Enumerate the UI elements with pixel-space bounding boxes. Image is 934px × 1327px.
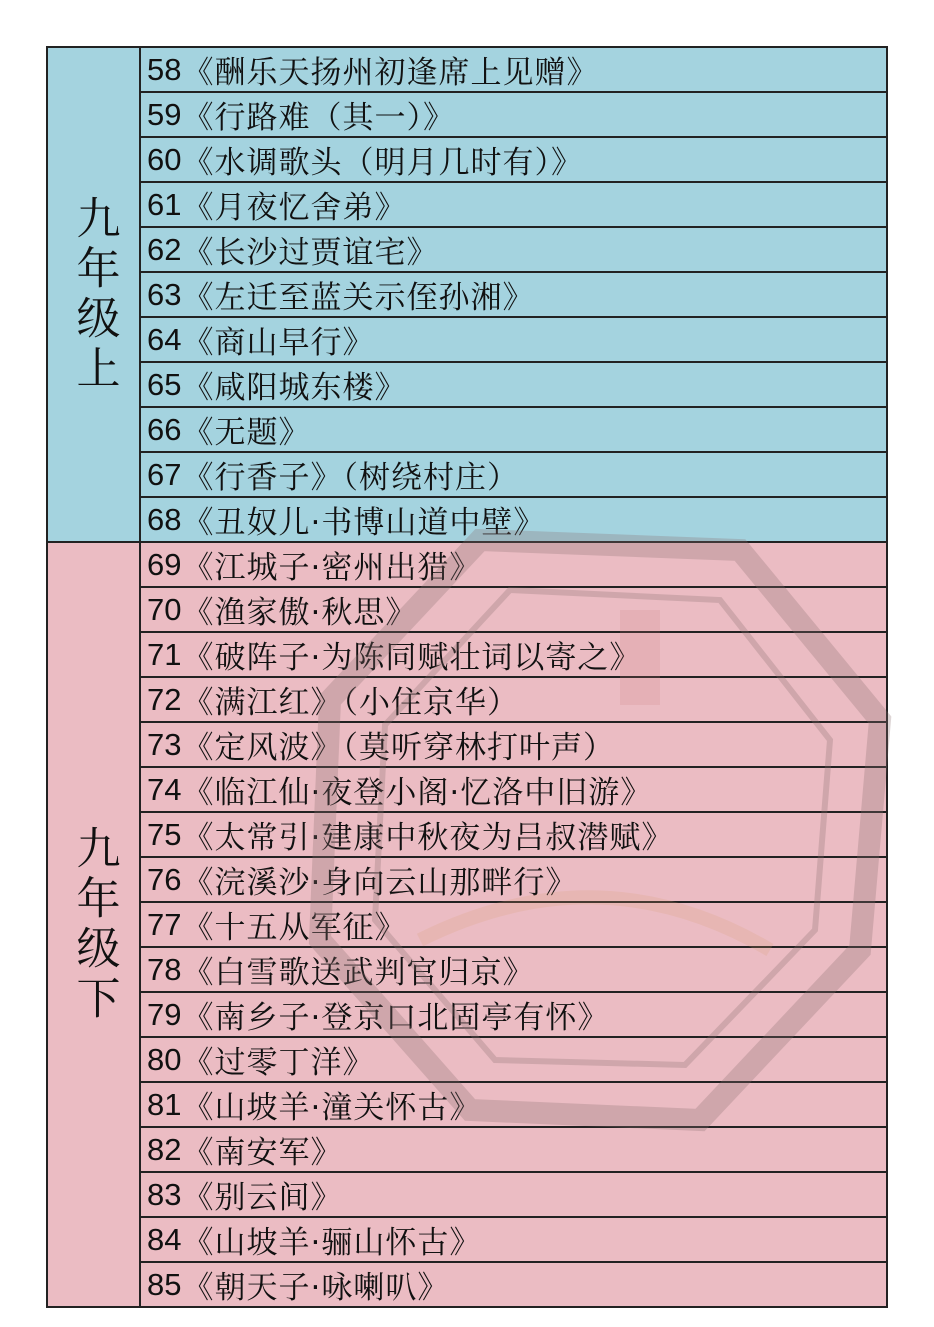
poem-title: 《酬乐天扬州初逢席上见赠》 [182,55,599,91]
poem-number: 82 [147,1131,182,1167]
poem-row [141,1173,886,1218]
poem-row [141,903,886,948]
poem-title: 《行路难（其一）》 [182,100,455,136]
poem-number: 79 [147,996,182,1032]
poem-row [141,453,886,498]
poem-number: 60 [147,141,182,177]
poem-row [141,588,886,633]
poem-title: 《水调歌头（明月几时有）》 [182,145,583,181]
poem-number: 62 [147,231,182,267]
grade-label: 九年级下 [68,824,120,1025]
poem-row [141,318,886,363]
poem-title: 《咸阳城东楼》 [182,370,407,406]
poem-row [141,678,886,723]
poem-title: 《无题》 [182,415,311,451]
poem-title: 《江城子·密州出猎》 [182,550,482,586]
poem-row [141,1038,886,1083]
poem-title: 《临江仙·夜登小阁·忆洛中旧游》 [182,775,653,811]
poem-title: 《过零丁洋》 [182,1045,375,1081]
grade-label-cell [48,543,141,1306]
poem-row [141,1083,886,1128]
poem-table [46,46,888,1308]
poem-row [141,993,886,1038]
poem-title: 《太常引·建康中秋夜为吕叔潜赋》 [182,820,674,856]
poem-number: 76 [147,861,182,897]
section-grade9-lower [46,541,888,1308]
poem-title: 《满江红》（小住京华） [182,685,519,721]
poem-row [141,1128,886,1173]
poem-row [141,408,886,453]
poem-number: 73 [147,726,182,762]
poem-row [141,48,886,93]
poem-number: 70 [147,591,182,627]
poem-row [141,138,886,183]
poem-title: 《渔家傲·秋思》 [182,595,418,631]
poem-number: 71 [147,636,182,672]
poem-list [141,543,886,1306]
poem-title: 《丑奴儿·书博山道中壁》 [182,505,546,541]
poem-number: 69 [147,546,182,582]
poem-row [141,183,886,228]
poem-number: 83 [147,1176,182,1212]
poem-row [141,273,886,318]
poem-number: 68 [147,501,182,537]
poem-number: 74 [147,771,182,807]
poem-number: 67 [147,456,182,492]
poem-title: 《白雪歌送武判官归京》 [182,955,535,991]
poem-row [141,858,886,903]
poem-row [141,633,886,678]
poem-number: 66 [147,411,182,447]
poem-row [141,1263,886,1306]
poem-title: 《长沙过贾谊宅》 [182,235,439,271]
poem-title: 《行香子》（树绕村庄） [182,460,519,496]
poem-row [141,723,886,768]
poem-title: 《浣溪沙·身向云山那畔行》 [182,865,578,901]
poem-row [141,93,886,138]
poem-row [141,498,886,541]
poem-number: 58 [147,51,182,87]
poem-row [141,543,886,588]
poem-row [141,228,886,273]
poem-list [141,48,886,541]
poem-row [141,813,886,858]
poem-title: 《十五从军征》 [182,910,407,946]
poem-number: 84 [147,1221,182,1257]
poem-number: 64 [147,321,182,357]
grade-label: 九年级上 [68,194,120,395]
poem-title: 《商山早行》 [182,325,375,361]
poem-number: 65 [147,366,182,402]
poem-number: 85 [147,1266,182,1302]
poem-title: 《山坡羊·骊山怀古》 [182,1225,482,1261]
poem-title: 《左迁至蓝关示侄孙湘》 [182,280,535,316]
poem-number: 61 [147,186,182,222]
poem-number: 59 [147,96,182,132]
poem-title: 《南安军》 [182,1135,343,1171]
poem-title: 《别云间》 [182,1180,343,1216]
grade-label-cell [48,48,141,541]
poem-title: 《朝天子·咏喇叭》 [182,1270,450,1306]
poem-row [141,1218,886,1263]
poem-row [141,363,886,408]
poem-number: 63 [147,276,182,312]
poem-number: 72 [147,681,182,717]
section-grade9-upper [46,46,888,541]
poem-row [141,768,886,813]
poem-number: 80 [147,1041,182,1077]
poem-title: 《定风波》（莫听穿林打叶声） [182,730,615,766]
poem-title: 《月夜忆舍弟》 [182,190,407,226]
poem-number: 78 [147,951,182,987]
poem-title: 《破阵子·为陈同赋壮词以寄之》 [182,640,642,676]
poem-number: 81 [147,1086,182,1122]
poem-title: 《南乡子·登京口北固亭有怀》 [182,1000,610,1036]
poem-title: 《山坡羊·潼关怀古》 [182,1090,482,1126]
poem-row [141,948,886,993]
poem-number: 75 [147,816,182,852]
poem-number: 77 [147,906,182,942]
